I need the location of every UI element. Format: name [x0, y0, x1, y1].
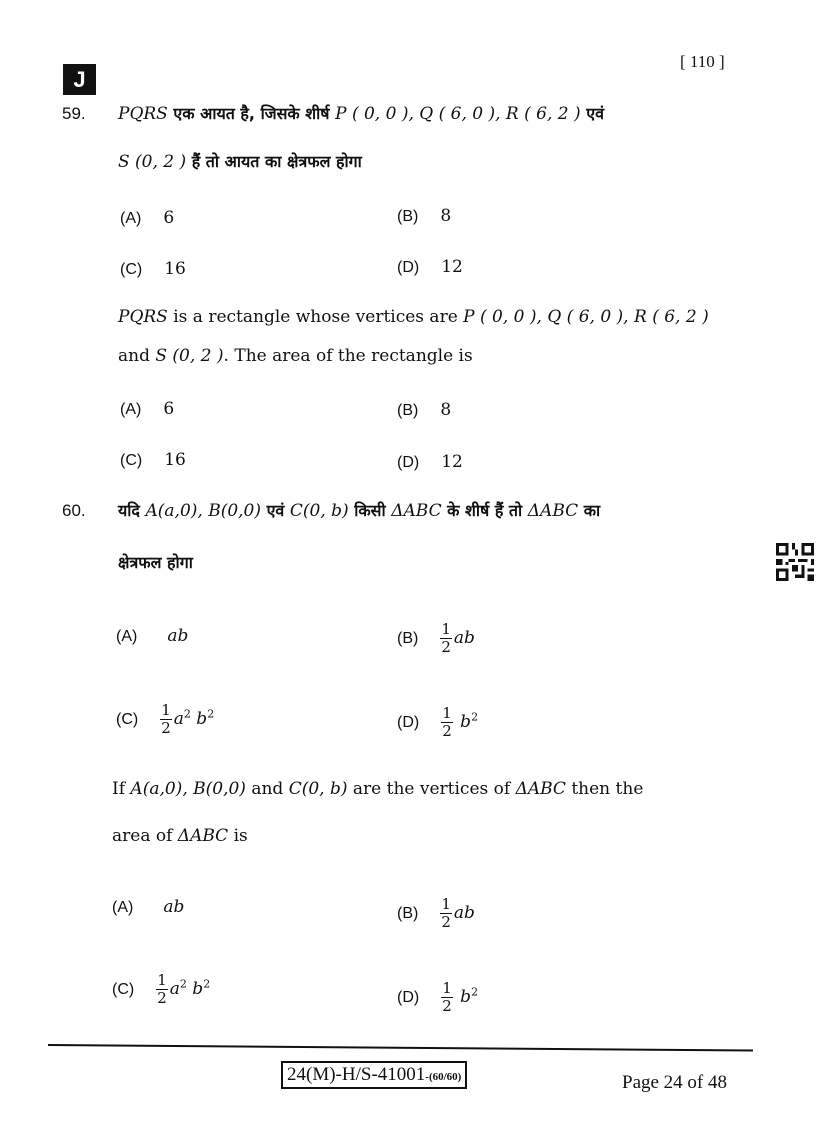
- shape-name: PQRS: [118, 104, 168, 124]
- q59-hindi-line1: [118, 102, 604, 124]
- option-d[interactable]: [397, 981, 478, 1014]
- option-b[interactable]: [397, 400, 451, 420]
- hindi-text: क्षेत्रफल होगा: [118, 553, 193, 572]
- paper-code: 24(M)-H/S-41001: [287, 1064, 426, 1085]
- option-c[interactable]: [120, 259, 186, 279]
- option-b[interactable]: [397, 206, 451, 226]
- option-value: 8: [440, 400, 452, 420]
- option-label: (C): [112, 981, 135, 998]
- page-number: Page 24 of 48: [622, 1072, 728, 1093]
- triangle-name: ΔABC: [391, 501, 442, 521]
- option-label: (B): [397, 208, 419, 225]
- option-c[interactable]: [120, 450, 186, 470]
- footer-divider: [48, 1044, 753, 1052]
- option-label: (C): [120, 261, 143, 278]
- hindi-text: यदि: [118, 501, 146, 520]
- numerator: 1: [441, 895, 451, 913]
- option-value: ab: [167, 626, 189, 646]
- triangle-name: ΔABC: [177, 826, 229, 846]
- option-label: (B): [397, 402, 419, 419]
- exponent: 2: [203, 977, 211, 991]
- denominator: 2: [161, 719, 171, 737]
- numerator: 1: [157, 971, 167, 989]
- option-value: 12: [441, 452, 463, 472]
- numerator: 1: [442, 979, 452, 997]
- q60-english-line2: [112, 826, 248, 846]
- english-text: is a rectangle whose vertices are: [167, 307, 464, 327]
- exponent: 2: [207, 707, 215, 721]
- denominator: 2: [442, 722, 452, 740]
- fraction: [440, 897, 452, 930]
- coordinates: C(0, b): [289, 501, 349, 521]
- english-text: and: [245, 779, 289, 799]
- option-value: 12: [441, 257, 463, 277]
- numerator: 1: [161, 701, 171, 719]
- exponent: 2: [471, 710, 479, 724]
- option-c[interactable]: [112, 973, 210, 1006]
- question-number: 59.: [62, 104, 86, 123]
- option-label: (A): [112, 899, 134, 916]
- fraction: [160, 703, 172, 736]
- option-d[interactable]: [397, 452, 463, 472]
- option-value: 8: [440, 206, 452, 226]
- option-value: ab: [163, 897, 185, 917]
- fraction: [441, 706, 453, 739]
- option-label: (D): [397, 259, 420, 276]
- option-d[interactable]: [397, 706, 478, 739]
- english-text: If: [112, 779, 131, 799]
- english-text: is: [228, 826, 248, 846]
- english-text: and: [118, 346, 156, 366]
- option-value: 6: [163, 399, 175, 419]
- coordinates: A(a,0), B(0,0): [130, 779, 246, 799]
- option-value: b: [186, 979, 204, 999]
- set-letter-badge: [63, 64, 96, 95]
- denominator: 2: [157, 989, 167, 1007]
- coordinates: C(0, b): [288, 779, 348, 799]
- option-label: (B): [397, 630, 419, 647]
- option-a[interactable]: [112, 897, 184, 917]
- q59-english-line1: [118, 307, 709, 327]
- english-text: area of: [112, 826, 178, 846]
- qr-code: [776, 543, 814, 581]
- hindi-text: एवं: [580, 104, 604, 123]
- fraction: [441, 981, 453, 1014]
- exponent: 2: [471, 985, 479, 999]
- option-label: (A): [120, 401, 142, 418]
- option-label: (B): [397, 905, 419, 922]
- denominator: 2: [441, 638, 451, 656]
- option-value: ab: [453, 903, 475, 923]
- option-d[interactable]: [397, 257, 463, 277]
- coordinates: S (0, 2 ): [155, 346, 224, 366]
- q60-hindi-line2: [118, 551, 193, 573]
- coordinates: P ( 0, 0 ), Q ( 6, 0 ), R ( 6, 2 ): [335, 104, 581, 124]
- question-number: 60.: [62, 501, 86, 520]
- coordinates: P ( 0, 0 ), Q ( 6, 0 ), R ( 6, 2 ): [463, 307, 709, 327]
- hindi-text: एक आयत है, जिसके शीर्ष: [167, 104, 336, 123]
- option-label: (D): [397, 454, 420, 471]
- numerator: 1: [442, 704, 452, 722]
- hindi-text: के शीर्ष हैं तो: [441, 501, 528, 520]
- option-c[interactable]: [116, 703, 214, 736]
- hindi-text: हैं तो आयत का क्षेत्रफल होगा: [186, 152, 362, 171]
- option-label: (C): [120, 452, 143, 469]
- option-b[interactable]: [397, 897, 475, 930]
- triangle-name: ΔABC: [515, 779, 566, 799]
- option-value: b: [454, 987, 472, 1007]
- hindi-text: एवं: [261, 501, 290, 520]
- hindi-text: का: [578, 501, 601, 520]
- option-label: (A): [116, 628, 138, 645]
- numerator: 1: [441, 620, 451, 638]
- option-value: ab: [453, 628, 475, 648]
- page-code: [ 110 ]: [680, 52, 725, 71]
- option-value: a: [173, 709, 184, 729]
- q60-hindi-line1: [118, 499, 600, 521]
- hindi-text: किसी: [348, 501, 392, 520]
- exponent: 2: [183, 707, 191, 721]
- paper-code-suffix: -(60/60): [425, 1071, 462, 1083]
- option-a[interactable]: [120, 399, 174, 419]
- option-a[interactable]: [116, 626, 188, 646]
- option-a[interactable]: [120, 208, 174, 228]
- option-value: 16: [164, 259, 186, 279]
- q59-english-line2: [118, 346, 473, 366]
- option-b[interactable]: [397, 622, 475, 655]
- coordinates: S (0, 2 ): [118, 152, 187, 172]
- denominator: 2: [442, 997, 452, 1015]
- fraction: [156, 973, 168, 1006]
- option-label: (D): [397, 714, 420, 731]
- option-value: b: [454, 712, 472, 732]
- exponent: 2: [179, 977, 187, 991]
- q60-english-line1: [112, 779, 643, 799]
- paper-code-box: [281, 1061, 467, 1089]
- english-text: then the: [565, 779, 644, 799]
- option-value: 6: [163, 208, 175, 228]
- option-value: 16: [164, 450, 186, 470]
- english-text: are the vertices of: [347, 779, 516, 799]
- shape-name: PQRS: [118, 307, 168, 327]
- option-value: b: [190, 709, 208, 729]
- triangle-name: ΔABC: [527, 501, 579, 521]
- q59-hindi-line2: [118, 150, 362, 172]
- set-letter: J: [73, 66, 86, 92]
- coordinates: A(a,0), B(0,0): [145, 501, 261, 521]
- option-label: (C): [116, 711, 139, 728]
- fraction: [440, 622, 452, 655]
- denominator: 2: [441, 913, 451, 931]
- option-label: (A): [120, 210, 142, 227]
- option-value: a: [169, 979, 180, 999]
- english-text: . The area of the rectangle is: [223, 346, 473, 366]
- option-label: (D): [397, 989, 420, 1006]
